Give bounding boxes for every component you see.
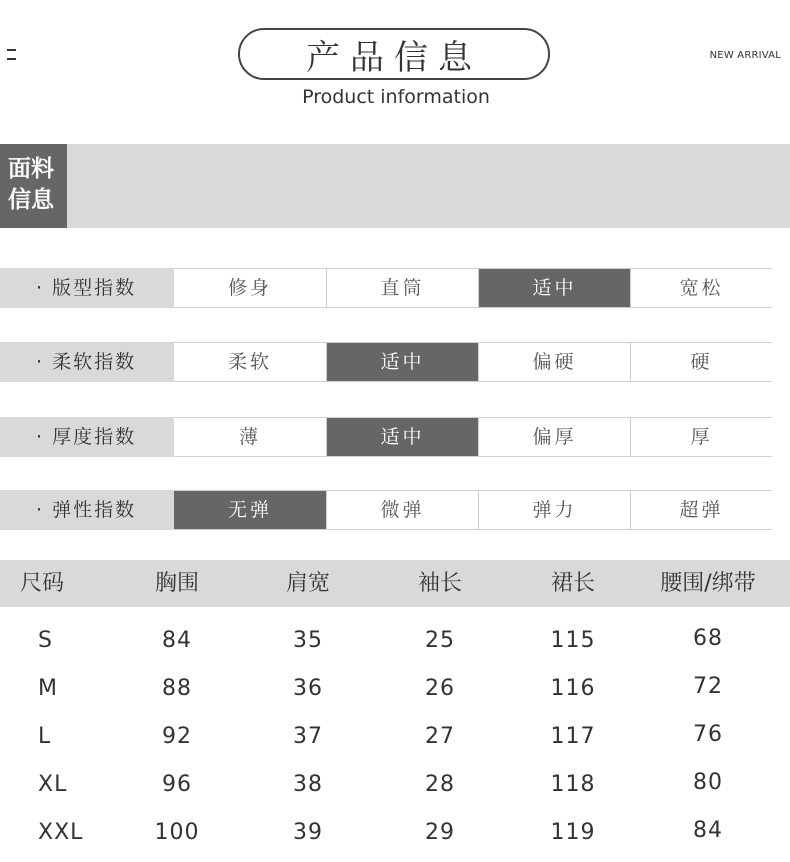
size-value: 80 xyxy=(693,770,723,795)
size-value: 72 xyxy=(693,674,723,699)
size-value: 117 xyxy=(550,724,596,749)
index-option-selected: 无弹 xyxy=(174,491,326,529)
size-value: 115 xyxy=(550,628,596,653)
index-option: 薄 xyxy=(238,426,261,448)
size-value: 118 xyxy=(550,772,596,797)
index-option: 弹力 xyxy=(478,491,630,529)
size-label: S xyxy=(38,628,53,653)
index-row xyxy=(0,342,772,382)
index-row xyxy=(0,490,772,530)
size-value: 39 xyxy=(293,820,323,845)
size-value: 68 xyxy=(693,626,723,651)
size-value: 84 xyxy=(693,818,723,843)
index-option: 直筒 xyxy=(326,269,478,307)
index-option-selected: 适中 xyxy=(326,343,478,381)
new-arrival-tag: NEW ARRIVAL xyxy=(709,50,781,61)
size-table-column-header: 尺码 xyxy=(19,571,64,596)
fabric-info-label xyxy=(0,144,67,228)
index-option: 厚 xyxy=(630,418,772,456)
page-title: 产品信息 xyxy=(238,28,550,80)
size-table-column-header: 裙长 xyxy=(550,571,595,596)
index-option-selected: 适中 xyxy=(326,418,478,456)
size-value: 28 xyxy=(425,772,455,797)
size-label: XL xyxy=(38,772,68,797)
size-label: M xyxy=(38,676,58,701)
index-options xyxy=(174,490,772,530)
size-table-column-header: 袖长 xyxy=(417,571,462,596)
size-value: 29 xyxy=(425,820,455,845)
page-subtitle: Product information xyxy=(302,86,490,108)
size-table-column-header: 胸围 xyxy=(154,571,199,596)
size-label: XXL xyxy=(38,820,84,845)
size-value: 92 xyxy=(162,724,192,749)
size-value: 84 xyxy=(162,628,192,653)
index-option: 偏硬 xyxy=(478,343,630,381)
index-options xyxy=(174,417,772,457)
index-options xyxy=(174,342,772,382)
size-value: 76 xyxy=(693,722,723,747)
index-option: 宽松 xyxy=(630,269,772,307)
size-value: 100 xyxy=(154,820,200,845)
size-table-column-header: 肩宽 xyxy=(285,571,330,596)
size-table-column-header: 腰围/绑带 xyxy=(660,571,756,596)
index-label: · 厚度指数 xyxy=(0,417,174,457)
index-label: · 柔软指数 xyxy=(0,342,174,382)
index-option: 超弹 xyxy=(630,491,772,529)
index-row xyxy=(0,417,772,457)
size-value: 96 xyxy=(162,772,192,797)
menu-icon xyxy=(7,45,16,63)
index-option: 微弹 xyxy=(326,491,478,529)
fabric-label-line2: 信息 xyxy=(8,187,54,213)
size-value: 26 xyxy=(425,676,455,701)
size-value: 35 xyxy=(293,628,323,653)
fabric-info-band xyxy=(0,144,790,228)
index-option-selected: 适中 xyxy=(478,269,630,307)
size-label: L xyxy=(38,724,52,749)
index-label: · 弹性指数 xyxy=(0,490,174,530)
index-option: 硬 xyxy=(630,343,772,381)
index-option: 修身 xyxy=(227,277,272,299)
size-value: 116 xyxy=(550,676,596,701)
size-value: 27 xyxy=(425,724,455,749)
index-option: 偏厚 xyxy=(478,418,630,456)
fabric-label-line1: 面料 xyxy=(8,156,54,182)
size-value: 25 xyxy=(425,628,455,653)
index-options xyxy=(174,268,772,308)
index-label: · 版型指数 xyxy=(0,268,174,308)
size-value: 88 xyxy=(162,676,192,701)
size-value: 38 xyxy=(293,772,323,797)
index-row xyxy=(0,268,772,308)
size-value: 36 xyxy=(293,676,323,701)
size-value: 119 xyxy=(550,820,596,845)
size-value: 37 xyxy=(293,724,323,749)
index-option: 柔软 xyxy=(227,351,272,373)
